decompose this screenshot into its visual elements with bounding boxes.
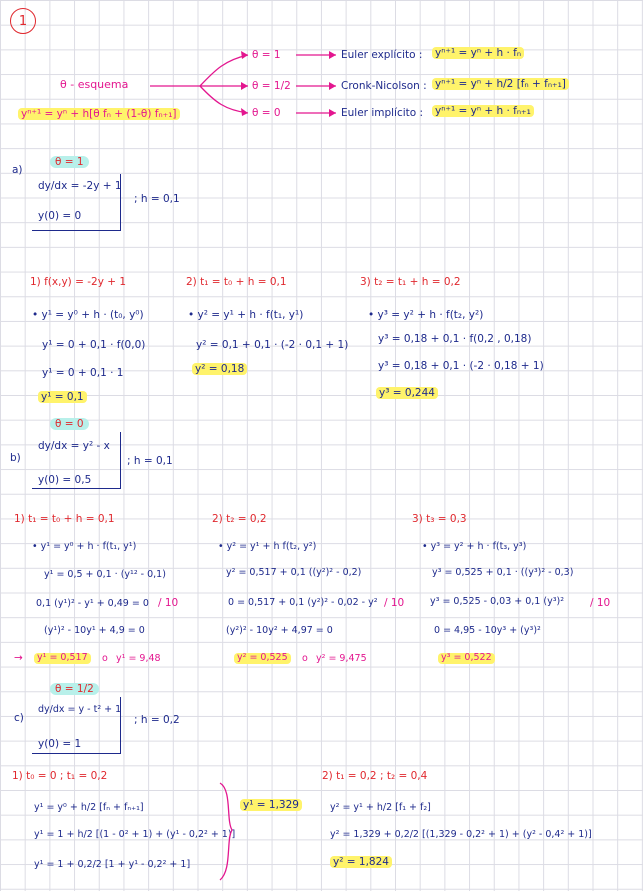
part-b-col2-line: 0 = 0,517 + 0,1 (y²)² - 0,02 - y² [228,597,378,608]
part-a-col3-line: y³ = 0,18 + 0,1 · f(0,2 , 0,18) [378,333,532,345]
part-a-col1-result: y¹ = 0,1 [38,391,87,403]
branch-name-explicit: Euler explícito : [341,49,423,61]
theta-scheme-general: yⁿ⁺¹ = yⁿ + h[θ fₙ + (1-θ) fₙ₊₁] [18,108,180,120]
part-b-col1-result-b: y¹ = 9,48 [116,653,161,664]
part-b-col1-scale: / 10 [158,597,179,609]
part-c-col1-line: y¹ = 1 + 0,2/2 [1 + y¹ - 0,2² + 1] [34,859,191,870]
part-b-label: b) [10,452,21,464]
part-b-col1-title: 1) t₁ = t₀ + h = 0,1 [14,513,115,525]
part-c-col1-title: 1) t₀ = 0 ; t₁ = 0,2 [12,770,108,782]
branch-theta-1: θ = 1 [252,49,281,61]
part-b-col3-line: y³ = 0,525 - 0,03 + 0,1 (y³)² [430,596,565,607]
part-b-ode: dy/dx = y² - x [38,440,110,452]
part-b-col1-result-sep: o [102,653,108,664]
part-c-ic: y(0) = 1 [38,738,82,750]
part-b-col2-line: y² = 0,517 + 0,1 ((y²)² - 0,2) [226,567,362,578]
page-number: 1 [18,13,28,29]
part-a-col1-line: y¹ = 0 + 0,1 · 1 [42,367,124,379]
part-b-col2-result-sep: o [302,653,308,664]
part-a-step: ; h = 0,1 [134,193,180,205]
branch-theta-half: θ = 1/2 [252,80,291,92]
part-c-col1-line: y¹ = 1 + h/2 [(1 - 0² + 1) + (y¹ - 0,2² + 1)] [34,829,236,840]
part-b-step: ; h = 0,1 [127,455,173,467]
part-b-col1-result-a: y¹ = 0,517 [34,653,91,664]
part-b-col2-line: • y² = y¹ + h f(t₂, y²) [218,541,317,552]
part-a-ode: dy/dx = -2y + 1 [38,180,122,192]
part-b-col2-scale: / 10 [384,597,405,609]
part-a-col2-title: 2) t₁ = t₀ + h = 0,1 [186,276,287,288]
part-c-col2-title: 2) t₁ = 0,2 ; t₂ = 0,4 [322,770,428,782]
part-b-col3-scale: / 10 [590,597,611,609]
part-a-col3-line: y³ = 0,18 + 0,1 · (-2 · 0,18 + 1) [378,360,544,372]
part-b-col1-line: (y¹)² - 10y¹ + 4,9 = 0 [44,625,145,636]
part-c-label: c) [14,712,24,724]
part-c-step: ; h = 0,2 [134,714,180,726]
branch-formula-explicit: yⁿ⁺¹ = yⁿ + h · fₙ [432,47,524,59]
part-b-col3-line: • y³ = y² + h · f(t₃, y³) [422,541,527,552]
part-a-theta: θ = 1 [50,156,89,168]
part-a-label: a) [12,164,23,176]
part-b-col2-line: (y²)² - 10y² + 4,97 = 0 [226,625,333,636]
part-b-col3-line: 0 = 4,95 - 10y³ + (y³)² [434,625,541,636]
part-c-col1-result: y¹ = 1,329 [240,799,302,811]
part-a-col1-line: • y¹ = y⁰ + h · (t₀, y⁰) [32,309,144,321]
part-b-col2-title: 2) t₂ = 0,2 [212,513,267,525]
part-a-col2-line: y² = 0,1 + 0,1 · (-2 · 0,1 + 1) [196,339,349,351]
part-b-col1-line: y¹ = 0,5 + 0,1 · (y¹² - 0,1) [44,569,166,580]
part-b-col2-result-b: y² = 9,475 [316,653,367,664]
part-b-col2-result-a: y² = 0,525 [234,653,291,664]
part-b-col1-line: • y¹ = y⁰ + h · f(t₁, y¹) [32,541,137,552]
part-a-col3-result: y³ = 0,244 [376,387,438,399]
part-c-col2-line: y² = y¹ + h/2 [f₁ + f₂] [330,802,431,813]
branch-formula-crank: yⁿ⁺¹ = yⁿ + h/2 [fₙ + fₙ₊₁] [432,78,569,90]
part-b-col3-title: 3) t₃ = 0,3 [412,513,467,525]
part-b-ic: y(0) = 0,5 [38,474,92,486]
part-b-col3-result: y³ = 0,522 [438,653,495,664]
part-c-ode: dy/dx = y - t² + 1 [38,704,122,715]
part-c-theta: θ = 1/2 [50,683,99,695]
part-a-col3-line: • y³ = y² + h · f(t₂, y²) [368,309,484,321]
part-a-col3-title: 3) t₂ = t₁ + h = 0,2 [360,276,461,288]
part-a-col2-result: y² = 0,18 [192,363,247,375]
branch-theta-0: θ = 0 [252,107,281,119]
theta-scheme-title: θ - esquema [60,78,129,91]
part-a-col1-line: y¹ = 0 + 0,1 · f(0,0) [42,339,146,351]
branch-formula-implicit: yⁿ⁺¹ = yⁿ + h · fₙ₊₁ [432,105,534,117]
branch-name-crank: Cronk-Nicolson : [341,80,427,92]
part-a-col2-line: • y² = y¹ + h · f(t₁, y¹) [188,309,304,321]
part-a-ic: y(0) = 0 [38,210,82,222]
part-b-col1-arrow: → [14,652,23,664]
part-c-col2-result: y² = 1,824 [330,856,392,868]
part-b-theta: θ = 0 [50,418,89,430]
part-c-col2-line: y² = 1,329 + 0,2/2 [(1,329 - 0,2² + 1) + (y² - 0,4² + 1)] [330,829,592,840]
part-b-col1-line: 0,1 (y¹)² - y¹ + 0,49 = 0 [36,598,149,609]
part-c-col1-line: y¹ = y⁰ + h/2 [fₙ + fₙ₊₁] [34,802,144,813]
part-b-col3-line: y³ = 0,525 + 0,1 · ((y³)² - 0,3) [432,567,574,578]
part-a-col1-title: 1) f(x,y) = -2y + 1 [30,276,127,288]
branch-name-implicit: Euler implícito : [341,107,424,119]
